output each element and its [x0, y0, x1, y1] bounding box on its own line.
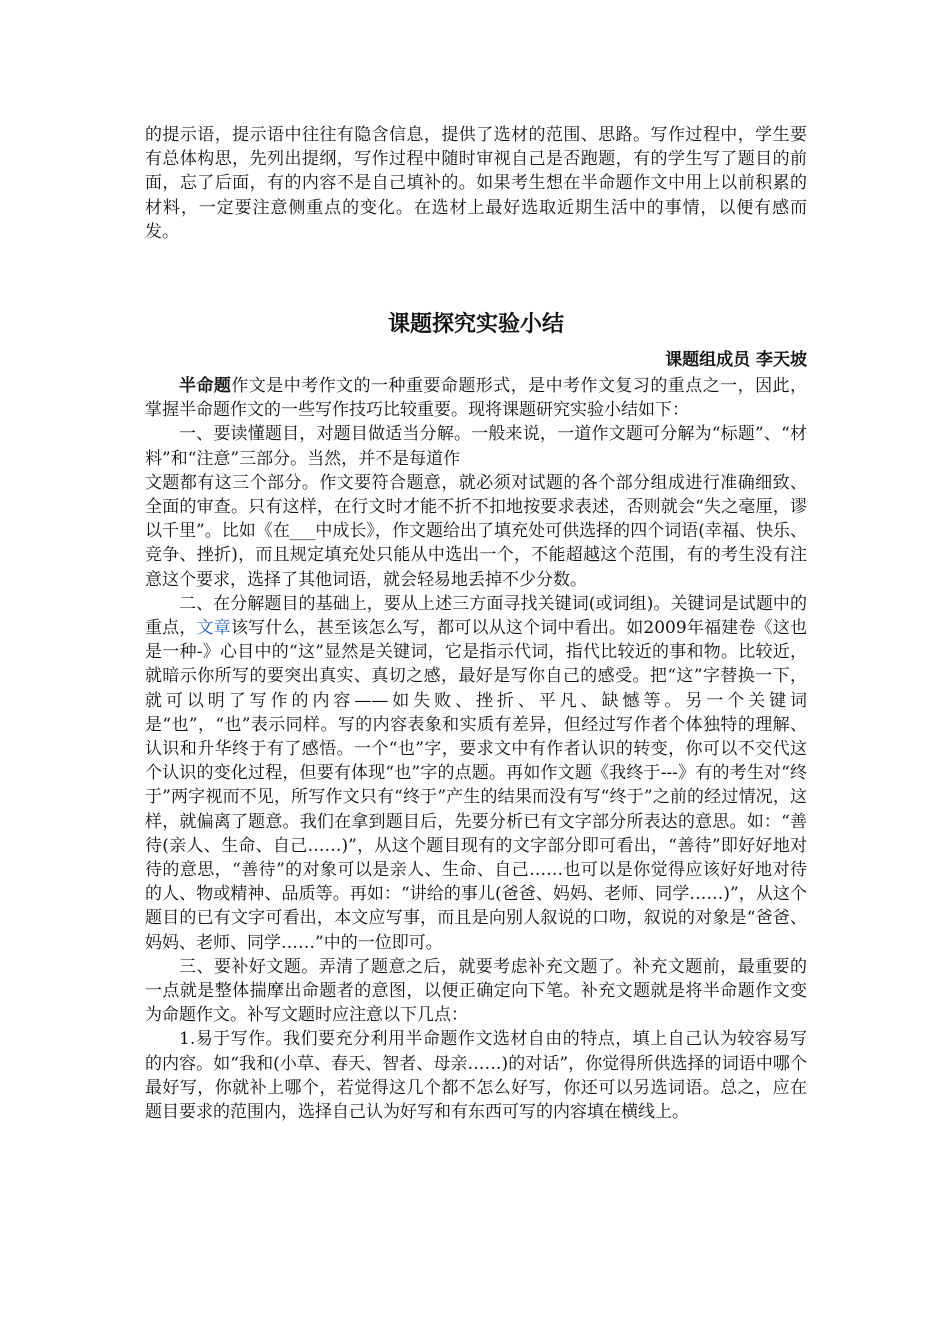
intro-paragraph	[145, 123, 807, 244]
article-body	[145, 374, 807, 1124]
paragraph-1-bold-term: 半命题	[179, 376, 232, 396]
paragraph-3: 文题都有这三个部分。作文要符合题意，就必须对试题的各个部分组成进行准确细致、全面的审查。只有这样，在行文时才能不折不扣地按要求表述，否则就会“失之毫厘，谬以千里”。比如《在___中成长》，作文题给出了填充处可供选择的四个词语(幸福、快乐、竞争、挫折)，而且规定填充处只能从中选出一个，不能超越这个范围，有的考生没有注意这个要求，选择了其他词语，就会轻易地丢掉不少分数。	[145, 472, 807, 590]
paragraph-4	[145, 592, 807, 955]
paragraph-6: 1.易于写作。我们要充分利用半命题作文选材自由的特点，填上自己认为较容易写的内容。如“我和(小草、春天、智者、母亲……)的对话”，你觉得所供选择的词语中哪个最好写，你就补上哪个，若觉得这几个都不怎么好写，你还可以另选词语。总之，应在题目要求的范围内，选择自己认为好写和有东西可写的内容填在横线上。	[145, 1029, 807, 1123]
article-author: 课题组成员 李天坡	[665, 350, 807, 370]
paragraph-5: 三、要补好文题。弄清了题意之后，就要考虑补充文题了。补充文题前，最重要的一点就是整体揣摩出命题者的意图，以便正确定向下笔。补充文题就是将半命题作文变为命题作文。补写文题时应注意以下几点：	[145, 956, 807, 1026]
intro-text: 的提示语，提示语中往往有隐含信息，提供了选材的范围、思路。写作过程中，学生要有总体构思，先列出提纲，写作过程中随时审视自己是否跑题，有的学生写了题目的前面，忘了后面，有的内容不是自己填补的。如果考生想在半命题作文中用上以前积累的材料，一定要注意侧重点的变化。在选材上最好选取近期生活中的事情，以便有感而发。	[145, 125, 807, 242]
paragraph-4-text-a: 二、在分解题目的基础上，要从上述三方面寻找关键词(或词组)。关键词是试题中的重点，	[145, 593, 807, 639]
paragraph-1-text: 作文是中考作文的一种重要命题形式，是中考作文复习的重点之一，因此，掌握半命题作文的一些写作技巧比较重要。现将课题研究实验小结如下：	[145, 376, 808, 421]
paragraph-4-text-b: 该写什么，甚至该怎么写，都可以从这个词中看出。如2009年福建卷《这也是一种-》心目中的“这”显然是关键词，它是指示代词，指代比较近的事和物。比较近，就暗示你所写的要突出真实、真切之感，最好是写你自己的感受。把“这”字替换一下，就可以明了写作的内容——如失败、挫折、平凡、缺憾等。另一个关键词是“也”，“也”表示同样。写的内容表象和实质有差异，但经过写作者个体独特的理解、认识和升华终于有了感悟。一个“也”字，要求文中有作者认识的转变，你可以不交代这个认识的变化过程，但要有体现“也”字的点题。再如作文题《我终于---》有的考生对“终于”两字视而不见，所写作文只有“终于”产生的结果而没有写“终于”之前的经过情况，这样，就偏离了题意。我们在拿到题目后，先要分析已有文字部分所表达的意思。如：“善待(亲人、生命、自己……)”，从这个题目现有的文字部分即可看出，“善待”即好好地对待的意思，“善待”的对象可以是亲人、生命、自己……也可以是你觉得应该好好地对待的人、物或精神、品质等。再如：“讲给的事儿(爸爸、妈妈、老师、同学……)”，从这个题目的已有文字可看出，本文应写事，而且是向别人叙说的口吻，叙说的对象是“爸爸、妈妈、老师、同学……”中的一位即可。	[145, 618, 807, 953]
paragraph-2: 一、要读懂题目，对题目做适当分解。一般来说，一道作文题可分解为“标题”、“材料”和“注意”三部分。当然，并不是每道作	[145, 424, 807, 469]
paragraph-1	[145, 374, 807, 422]
article-title: 课题探究实验小结	[387, 312, 564, 337]
article-link[interactable]: 文章	[196, 618, 231, 639]
